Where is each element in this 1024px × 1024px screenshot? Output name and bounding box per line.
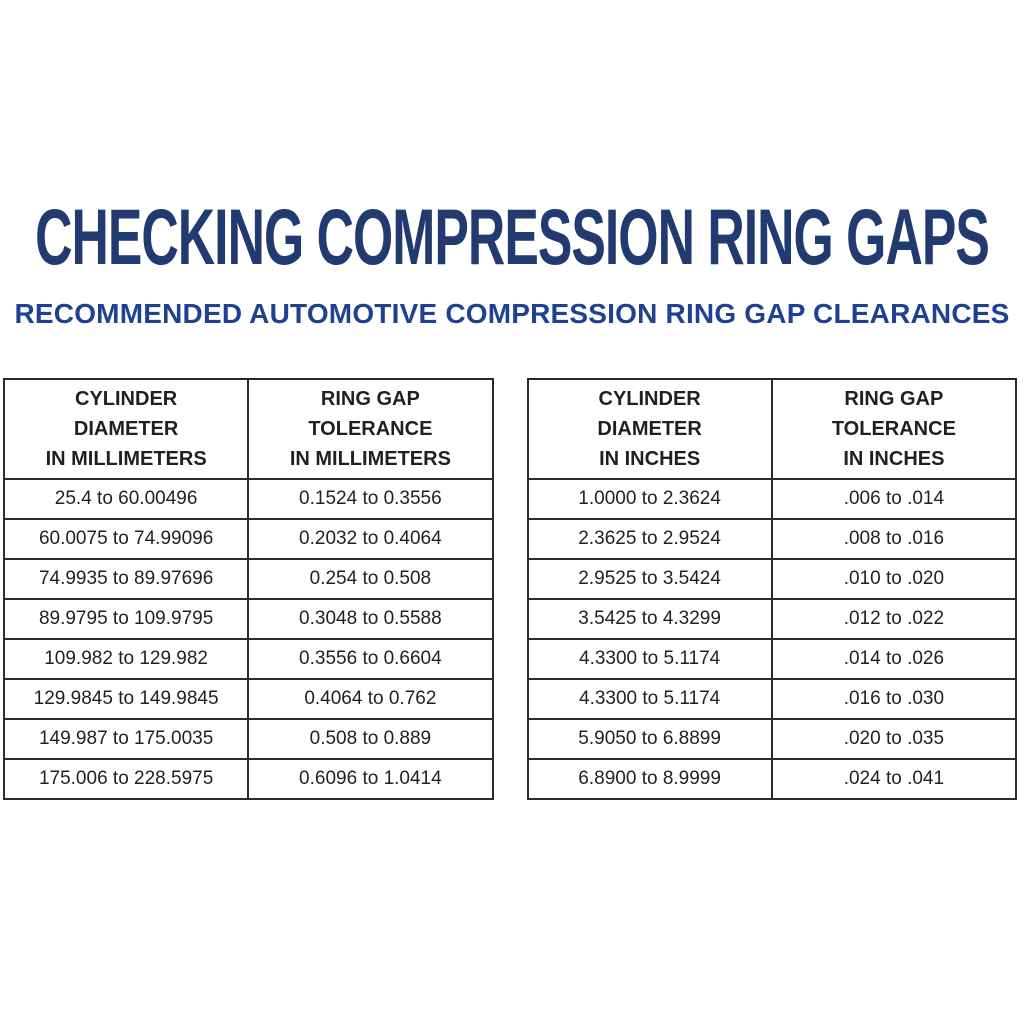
cylinder-diameter-cell: 129.9845 to 149.9845 (4, 679, 248, 719)
ring-gap-tolerance-cell: .008 to .016 (772, 519, 1016, 559)
ring-gap-tolerance-cell: 0.2032 to 0.4064 (248, 519, 492, 559)
ring-gap-tolerance-cell: 0.254 to 0.508 (248, 559, 492, 599)
cylinder-diameter-cell: 6.8900 to 8.9999 (528, 759, 772, 799)
header-line: CYLINDER (75, 388, 178, 410)
table-row (4, 479, 493, 519)
ring-gap-tolerance-cell: .014 to .026 (772, 639, 1016, 679)
ring-gap-tolerance-cell: .024 to .041 (772, 759, 1016, 799)
header-line: DIAMETER (73, 418, 179, 440)
table-row (4, 519, 493, 559)
tables-row (3, 378, 1017, 800)
cylinder-diameter-cell: 175.006 to 228.5975 (4, 759, 248, 799)
header-line: IN MILLIMETERS (289, 448, 451, 470)
column-header-cylinder-diameter-mm (4, 379, 248, 479)
cylinder-diameter-cell: 2.9525 to 3.5424 (528, 559, 772, 599)
table-row (4, 639, 493, 679)
ring-gap-tolerance-cell: 0.3556 to 0.6604 (248, 639, 492, 679)
table-row (4, 559, 493, 599)
table-row (528, 599, 1017, 639)
cylinder-diameter-cell: 1.0000 to 2.3624 (528, 479, 772, 519)
millimeters-table-head (4, 379, 493, 479)
table-row (4, 719, 493, 759)
table-row (4, 759, 493, 799)
header-line: TOLERANCE (308, 418, 433, 440)
header-line: IN INCHES (599, 448, 701, 470)
ring-gap-tolerance-cell: .020 to .035 (772, 719, 1016, 759)
header-row (528, 379, 1017, 479)
cylinder-diameter-cell: 60.0075 to 74.99096 (4, 519, 248, 559)
table-row (528, 519, 1017, 559)
ring-gap-tolerance-cell: 0.6096 to 1.0414 (248, 759, 492, 799)
inches-table-head (528, 379, 1017, 479)
header-line: RING GAP (320, 388, 420, 410)
header-line: TOLERANCE (831, 418, 956, 440)
table-row (528, 639, 1017, 679)
ring-gap-tolerance-cell: 0.3048 to 0.5588 (248, 599, 492, 639)
table-row (528, 759, 1017, 799)
ring-gap-tolerance-cell: 0.4064 to 0.762 (248, 679, 492, 719)
inches-table-body (528, 479, 1017, 799)
page-title: CHECKING COMPRESSION RING GAPS (35, 192, 989, 281)
page-subtitle: RECOMMENDED AUTOMOTIVE COMPRESSION RING GAP CLEARANCES (14, 298, 1010, 329)
cylinder-diameter-cell: 109.982 to 129.982 (4, 639, 248, 679)
table-row (528, 479, 1017, 519)
cylinder-diameter-cell: 149.987 to 175.0035 (4, 719, 248, 759)
header-line: IN MILLIMETERS (45, 448, 207, 470)
inches-table (527, 378, 1018, 800)
column-header-cylinder-diameter-in (528, 379, 772, 479)
ring-gap-tolerance-cell: .012 to .022 (772, 599, 1016, 639)
cylinder-diameter-cell: 3.5425 to 4.3299 (528, 599, 772, 639)
column-header-ring-gap-tolerance-mm (248, 379, 492, 479)
cylinder-diameter-cell: 4.3300 to 5.1174 (528, 679, 772, 719)
header-row (4, 379, 493, 479)
header-line: CYLINDER (598, 388, 701, 410)
header-line: RING GAP (844, 388, 944, 410)
table-row (528, 719, 1017, 759)
column-header-ring-gap-tolerance-in (772, 379, 1016, 479)
table-row (528, 679, 1017, 719)
ring-gap-tolerance-cell: .006 to .014 (772, 479, 1016, 519)
millimeters-table (3, 378, 494, 800)
cylinder-diameter-cell: 4.3300 to 5.1174 (528, 639, 772, 679)
header-line: DIAMETER (597, 418, 702, 440)
cylinder-diameter-cell: 25.4 to 60.00496 (4, 479, 248, 519)
table-row (4, 679, 493, 719)
cylinder-diameter-cell: 5.9050 to 6.8899 (528, 719, 772, 759)
ring-gap-tolerance-cell: 0.508 to 0.889 (248, 719, 492, 759)
cylinder-diameter-cell: 89.9795 to 109.9795 (4, 599, 248, 639)
cylinder-diameter-cell: 74.9935 to 89.97696 (4, 559, 248, 599)
cylinder-diameter-cell: 2.3625 to 2.9524 (528, 519, 772, 559)
header-line: IN INCHES (843, 448, 945, 470)
ring-gap-tolerance-cell: .010 to .020 (772, 559, 1016, 599)
table-row (4, 599, 493, 639)
table-row (528, 559, 1017, 599)
ring-gap-tolerance-cell: .016 to .030 (772, 679, 1016, 719)
ring-gap-tolerance-cell: 0.1524 to 0.3556 (248, 479, 492, 519)
millimeters-table-body (4, 479, 493, 799)
